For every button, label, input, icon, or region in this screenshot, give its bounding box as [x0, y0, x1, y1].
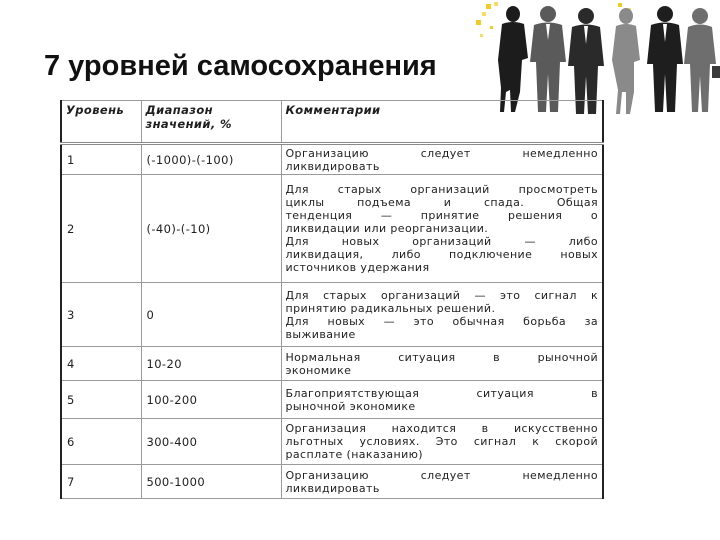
comment-line: ликвидировать — [285, 481, 380, 495]
table-row — [61, 347, 603, 381]
range-cell: 500-1000 — [141, 465, 281, 499]
comment-line: выживание — [285, 327, 356, 341]
comment-line: Нормальная ситуация в рыночной — [285, 350, 598, 364]
table-row — [61, 419, 603, 465]
level-cell: 3 — [61, 283, 141, 347]
page-title: 7 уровней самосохранения — [44, 50, 437, 82]
comment-line: Для новых организаций — либо — [285, 235, 598, 248]
comment-cell — [281, 175, 603, 283]
table-header-row — [61, 101, 603, 144]
comment-cell — [281, 465, 603, 499]
comment-cell — [281, 419, 603, 465]
person-2-silhouette — [530, 6, 566, 112]
person-6-silhouette — [684, 8, 720, 112]
comment-line: источников удержания — [285, 261, 430, 274]
person-4-silhouette — [612, 8, 640, 114]
level-cell: 2 — [61, 175, 141, 283]
comment-line: Для новых — это обычная борьба за — [285, 314, 598, 328]
level-cell: 7 — [61, 465, 141, 499]
level-cell: 6 — [61, 419, 141, 465]
comment-line: ликвидации или реорганизации. — [285, 222, 489, 235]
table-row — [61, 381, 603, 419]
comment-cell — [281, 381, 603, 419]
comment-line: рыночной экономике — [285, 399, 416, 413]
person-3-silhouette — [568, 8, 604, 114]
range-cell: (-1000)-(-100) — [141, 144, 281, 175]
comment-cell — [281, 144, 603, 175]
range-cell: (-40)-(-10) — [141, 175, 281, 283]
person-5-silhouette — [647, 6, 683, 112]
level-cell: 1 — [61, 144, 141, 175]
header-comments: Комментарии — [281, 101, 603, 144]
table-row — [61, 283, 603, 347]
header-range: Диапазон значений, % — [141, 101, 281, 144]
range-cell: 0 — [141, 283, 281, 347]
comment-line: Организацию следует немедленно — [285, 146, 598, 160]
range-cell: 100-200 — [141, 381, 281, 419]
comment-cell — [281, 283, 603, 347]
comment-line: Благоприятствующая ситуация в — [285, 386, 598, 400]
person-1-silhouette — [498, 6, 528, 112]
levels-table — [60, 100, 602, 499]
comment-line: циклы подъема и спада. Общая — [285, 196, 598, 209]
comment-line: экономике — [285, 363, 352, 377]
comment-line: тенденция — принятие решения о — [285, 209, 598, 222]
table-row — [61, 465, 603, 499]
range-cell: 10-20 — [141, 347, 281, 381]
range-cell: 300-400 — [141, 419, 281, 465]
table-row — [61, 144, 603, 175]
comment-line: Для старых организаций — это сигнал к — [285, 288, 598, 302]
table-row — [61, 175, 603, 283]
comment-line: ликвидировать — [285, 159, 380, 173]
level-cell: 4 — [61, 347, 141, 381]
level-cell: 5 — [61, 381, 141, 419]
comment-line: Организация находится в искусственно — [285, 422, 598, 435]
comment-cell — [281, 347, 603, 381]
header-level: Уровень — [61, 101, 141, 144]
comment-line: льготных условиях. Это сигнал к скорой — [285, 435, 598, 448]
comment-line: ликвидация, либо подключение новых — [285, 248, 598, 261]
comment-line: расплате (наказанию) — [285, 448, 423, 461]
comment-line: Для старых организаций просмотреть — [285, 183, 598, 196]
comment-line: Организацию следует немедленно — [285, 468, 598, 482]
comment-line: принятию радикальных решений. — [285, 301, 496, 315]
